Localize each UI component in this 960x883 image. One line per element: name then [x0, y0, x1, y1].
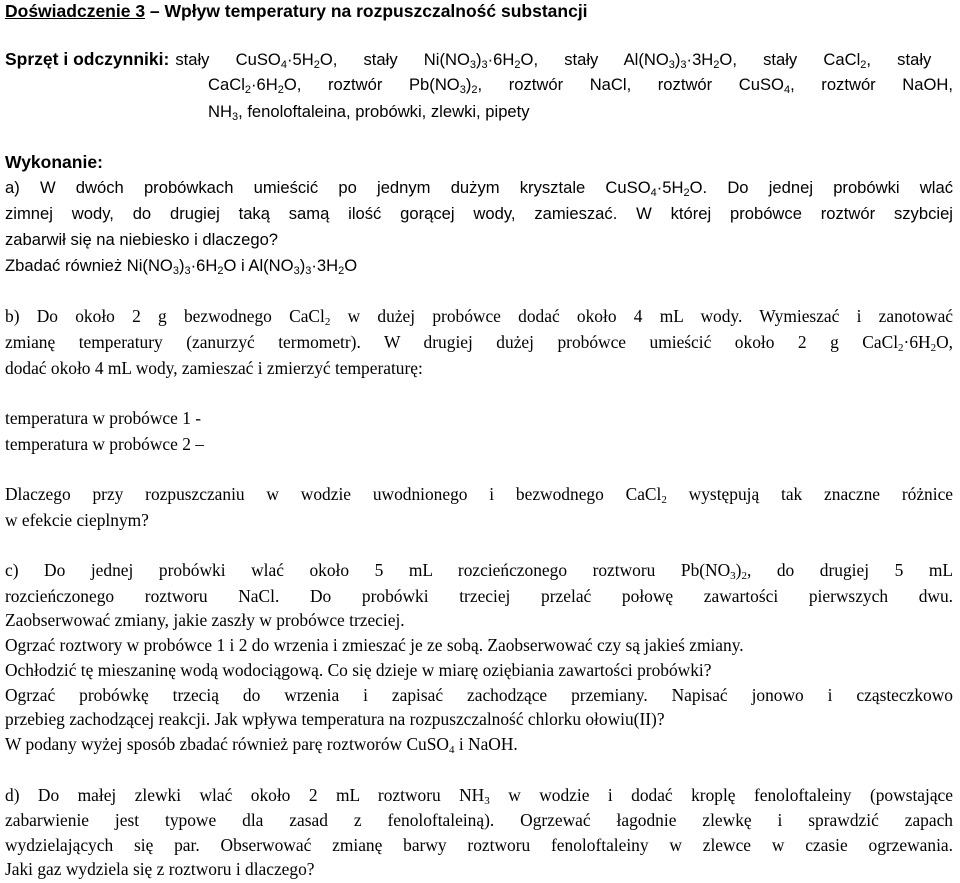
procedure-b-line-3: dodać około 4 mL wody, zamieszać i zmierzyć temperaturę:	[5, 358, 423, 378]
procedure-a-line-4: Zbadać również $Ni(NO_3)_3\cdot 6H_2O$ i $Al(NO_3)_3\cdot 3H_2O$	[5, 256, 358, 277]
equipment-line-2: $CaCl_2\cdot 6H_2O$, roztwór $Pb(NO_3)_2$, roztwór NaCl, roztwór CuSO$_4$, roztwór NaOH,	[208, 75, 954, 96]
experiment-number: Doświadczenie 3	[5, 1, 146, 21]
procedure-c-line-6: Ogrzać probówkę trzecią do wrzenia i zapisać zachodzące przemiany. Napisać jonowo i cząsteczkowo	[5, 685, 953, 705]
procedure-c-line-2: rozcieńczonego roztworu NaCl. Do probówki trzeciej przelać połowę zawartości pierwszych dwu.	[5, 586, 953, 606]
procedure-a-line-3: zabarwił się na niebiesko i dlaczego?	[5, 230, 279, 249]
equipment-line-3: $NH_3$, fenoloftaleina, probówki, zlewki, pipety	[208, 102, 530, 123]
experiment-title: Doświadczenie 3 – Wpływ temperatury na rozpuszczalność substancji	[5, 1, 588, 21]
procedure-b-line-2: zmianę temperatury (zanurzyć termometr). W drugiej dużej probówce umieścić około 2 g $CaCl_2\cdot 6H_2O$,	[5, 332, 953, 354]
procedure-b-question-1: Dlaczego przy rozpuszczaniu w wodzie uwodnionego i bezwodnego CaCl$_2$ występują tak znaczne różnice	[5, 484, 954, 506]
equipment-label: Sprzęt i odczynniki:	[5, 49, 170, 69]
experiment-subtitle: Wpływ temperatury na rozpuszczalność substancji	[164, 1, 588, 21]
procedure-c-line-4: Ogrzać roztwory w probówce 1 i 2 do wrzenia i zmieszać je ze sobą. Zaobserwować czy są jakieś zmiany.	[5, 635, 744, 655]
procedure-label: Wykonanie:	[5, 152, 103, 172]
equipment-line-1	[5, 47, 931, 71]
procedure-b-line-1: b) Do około 2 g bezwodnego CaCl$_2$ w dużej probówce dodać około 4 mL wody. Wymieszać i zanotować	[5, 306, 954, 328]
procedure-c-line-8: W podany wyżej sposób zbadać również parę roztworów CuSO$_4$ i NaOH.	[5, 734, 518, 756]
temperature-tube-1: temperatura w probówce 1 -	[5, 408, 202, 428]
procedure-a-line-1: a) W dwóch probówkach umieścić po jednym dużym krysztale $CuSO_4\cdot 5H_2O$. Do jednej probówki wlać	[5, 178, 953, 199]
temperature-tube-2: temperatura w probówce 2 –	[5, 434, 204, 454]
procedure-d-line-2: zabarwienie jest typowe dla zasad z fenoloftaleiną). Ogrzewać łagodnie zlewkę i sprawdzić zapach	[5, 810, 953, 830]
procedure-a-line-2: zimnej wody, do drugiej taką samą ilość gorącej wody, zamieszać. W której probówce roztwór szybciej	[5, 204, 953, 223]
procedure-c-line-5: Ochłodzić tę mieszaninę wodą wodociągową. Co się dzieje w miarę oziębiania zawartości probówki?	[5, 660, 712, 680]
equipment-text-1: stały $CuSO_4\cdot 5H_2O$, stały $Ni(NO_3)_3\cdot 6H_2O$, stały $Al(NO_3)_3\cdot 3H_2O$, stały CaCl$_2$, stały	[175, 50, 932, 71]
procedure-c-line-3: Zaobserwować zmiany, jakie zaszły w probówce trzeciej.	[5, 610, 405, 630]
procedure-d-line-4: Jaki gaz wydziela się z roztworu i dlaczego?	[5, 859, 315, 879]
procedure-b-question-2: w efekcie cieplnym?	[5, 510, 149, 530]
procedure-c-line-1: c) Do jednej probówki wlać około 5 mL rozcieńczonego roztworu $Pb(NO_3)_2$, do drugiej 5 mL	[5, 560, 953, 582]
procedure-d-line-1: d) Do małej zlewki wlać około 2 mL roztworu $NH_3$ w wodzie i dodać kroplę fenoloftaleiny (powstające	[5, 785, 953, 807]
procedure-d-line-3: wydzielających się par. Obserwować zmianę barwy roztworu fenoloftaleiny w zlewce w czasie ogrzewania.	[5, 835, 953, 855]
procedure-c-line-7: przebieg zachodzącej reakcji. Jak wpływa temperatura na rozpuszczalność chlorku ołowiu(II)?	[5, 709, 665, 729]
